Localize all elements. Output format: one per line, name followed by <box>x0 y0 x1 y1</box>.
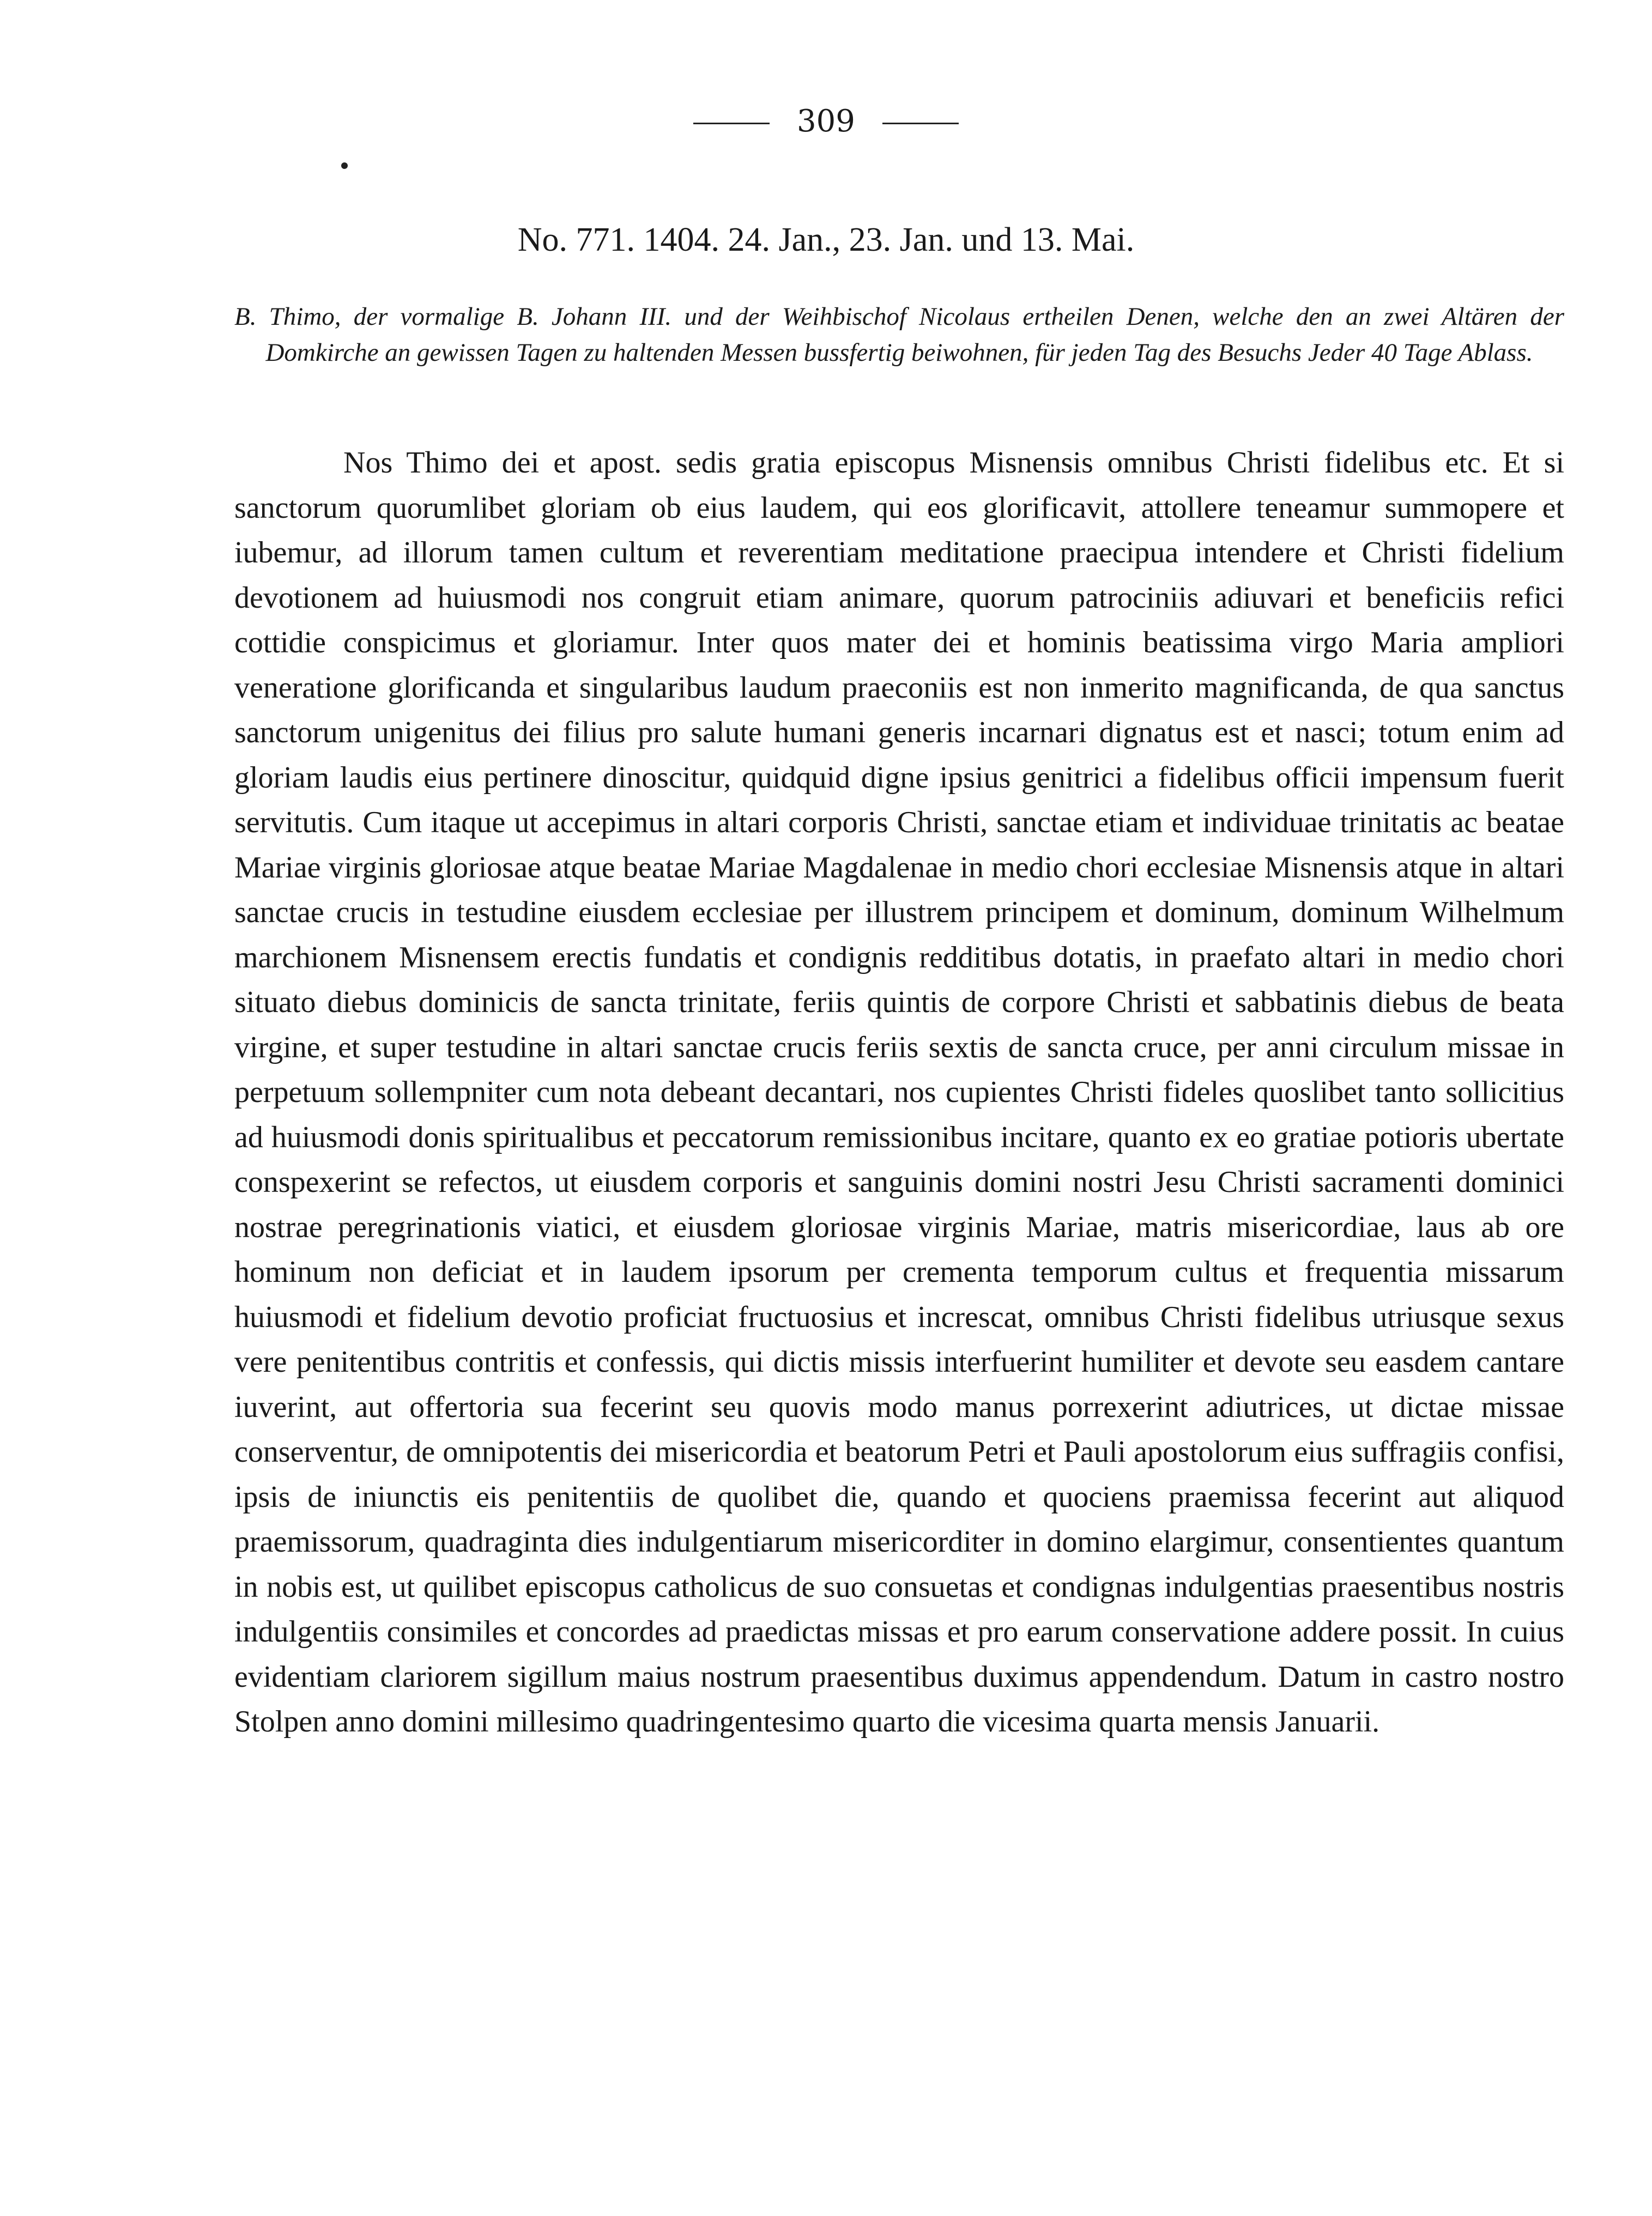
page-number: 309 <box>797 104 855 139</box>
page-header <box>0 102 1652 141</box>
print-speck <box>341 162 348 169</box>
document-heading: No. 771. 1404. 24. Jan., 23. Jan. und 13. Mai. <box>517 221 1135 258</box>
header-rule-left <box>693 123 770 124</box>
document-regest: B. Thimo, der vormalige B. Johann III. und der Weihbischof Nicolaus ertheilen Denen, welche den an zwei Altären der Domkirche an gewissen Tagen zu haltenden Messen bussfertig beiwohnen, für jeden Tag des Besuchs Jeder 40 Tage Ablass. <box>234 302 1564 367</box>
header-rule-right <box>882 123 959 124</box>
document-body: Nos Thimo dei et apost. sedis gratia episcopus Misnensis omnibus Christi fidelibus etc. Et si sanctorum quorumlibet gloriam ob eius laudem, qui eos glorificavit, attollere teneamur summopere et iubemur, ad illorum tamen cultum et reverentiam meditatione praecipua intendere et Christi fidelium devotionem ad huiusmodi nos congruit etiam animare, quorum patrociniis adiuvari et beneficiis refici cottidie conspicimus et gloriamur. Inter quos mater dei et hominis beatissima virgo Maria ampliori veneratione glorificanda et singularibus laudum praeconiis est non inmerito magnificanda, de qua sanctus sanctorum unigenitus dei filius pro salute humani generis incarnari dignatus est et nasci; totum enim ad gloriam laudis eius pertinere dinoscitur, quidquid digne ipsius genitrici a fidelibus officii impensum fuerit servitutis. Cum itaque ut accepimus in altari corporis Christi, sanctae etiam et individuae trinitatis ac beatae Mariae virginis gloriosae atque beatae Mariae Magdalenae in medio chori ecclesiae Misnensis atque in altari sanctae crucis in testudine eiusdem ecclesiae per illustrem principem et dominum, dominum Wilhelmum marchionem Misnensem erectis fundatis et condignis redditibus dotatis, in praefato altari in medio chori situato diebus dominicis de sancta trinitate, feriis quintis de corpore Christi et sabbatinis diebus de beata virgine, et super testudine in altari sanctae crucis feriis sextis de sancta cruce, per anni circulum missae in perpetuum sollempniter cum nota debeant decantari, nos cupientes Christi fideles quoslibet tanto sollicitius ad huiusmodi donis spiritualibus et peccatorum remissionibus incitare, quanto ex eo gratiae potioris ubertate conspexerint se refectos, ut eiusdem corporis et sanguinis domini nostri Jesu Christi sacramenti dominici nostrae peregrinationis viatici, et eiusdem gloriosae virginis Mariae, matris misericordiae, laus ab ore hominum non deficiat et in laudem ipsorum per crementa temporum cultus et frequentia missarum huiusmodi et fidelium devotio proficiat fructuosius et increscat, omnibus Christi fidelibus utriusque sexus vere penitentibus contritis et confessis, qui dictis missis interfuerint humiliter et devote seu easdem cantare iuverint, aut offertoria sua fecerint seu quovis modo manus porrexerint adiutrices, ut dictae missae conserventur, de omnipotentis dei misericordia et beatorum Petri et Pauli apostolorum eius suffragiis confisi, ipsis de iniunctis eis penitentiis de quolibet die, quando et quociens praemissa fecerint aut aliquod praemissorum, quadraginta dies indulgentiarum misericorditer in domino elargimur, consentientes quantum in nobis est, ut quilibet episcopus catholicus de suo consuetas et condignas indulgentias praesentibus nostris indulgentiis consimiles et concordes ad praedictas missas et pro earum conservatione addere possit. In cuius evidentiam clariorem sigillum maius nostrum praesentibus duximus appendendum. Datum in castro nostro Stolpen anno domini millesimo quadringentesimo quarto die vicesima quarta mensis Januarii. <box>234 446 1564 1739</box>
